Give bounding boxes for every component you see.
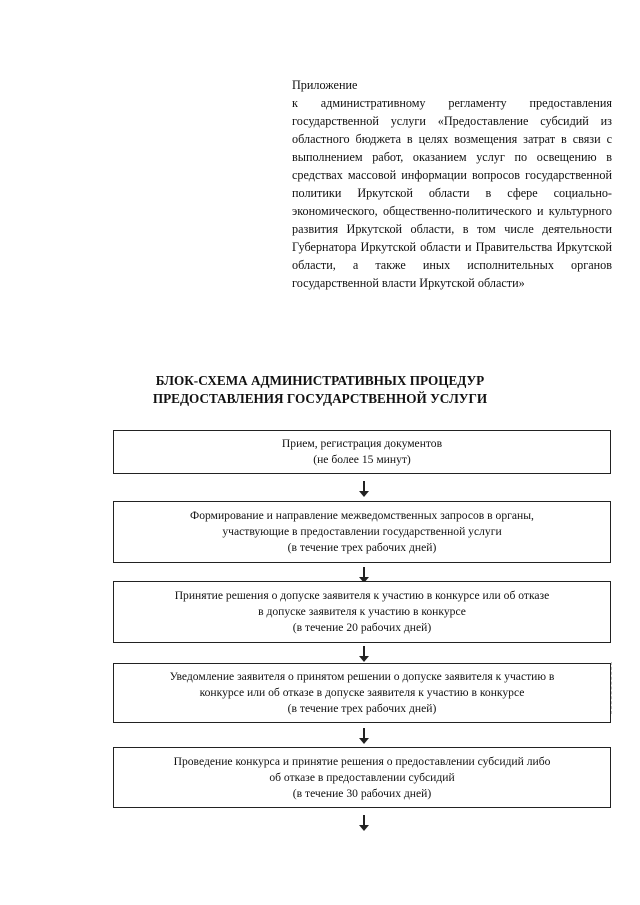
flow-arrow-5 [359, 815, 369, 831]
flowchart-step-1 [113, 430, 611, 474]
flowchart-step-4 [113, 663, 611, 723]
appendix-block [292, 76, 612, 292]
flow-arrow-4 [359, 728, 369, 744]
step-3-line-3: (в течение 20 рабочих дней) [292, 621, 432, 634]
step-2-line-2: участвующие в предоставлении государственной услуги [222, 525, 502, 538]
step-5-line-2: об отказе в предоставлении субсидий [269, 770, 455, 784]
step-2-line-3: (в течение трех рабочих дней) [287, 541, 437, 554]
flowchart-step-2 [113, 501, 611, 563]
step-1-line-2: (не более 15 минут) [313, 453, 411, 466]
flowchart-heading-line-2: ПРЕДОСТАВЛЕНИЯ ГОСУДАРСТВЕННОЙ УСЛУГИ [152, 391, 488, 406]
step-5-line-1: Проведение конкурса и принятие решения о предоставлении субсидий либо [173, 754, 551, 768]
flowchart-heading-line-1: БЛОК-СХЕМА АДМИНИСТРАТИВНЫХ ПРОЦЕДУР [155, 373, 485, 388]
flowchart-heading [60, 372, 580, 408]
step-4-line-1: Уведомление заявителя о принятом решении о допуске заявителя к участию в [169, 670, 555, 683]
scan-artifact-line [611, 662, 613, 714]
appendix-title: Приложение [292, 78, 358, 92]
flowchart-step-3 [113, 581, 611, 643]
flow-arrow-3 [359, 646, 369, 662]
step-4-line-3: (в течение трех рабочих дней) [287, 702, 437, 715]
step-3-line-1: Принятие решения о допуске заявителя к участию в конкурсе или об отказе [174, 589, 550, 602]
step-3-line-2: в допуске заявителя к участию в конкурсе [258, 605, 466, 618]
flow-arrow-1 [359, 481, 369, 497]
step-4-line-2: конкурсе или об отказе в допуске заявителя к участию в конкурсе [199, 686, 525, 699]
step-2-line-1: Формирование и направление межведомственных запросов в органы, [190, 509, 534, 522]
appendix-body: к административному регламенту предоставления государственной услуги «Предоставление субсидий из областного бюджета в целях возмещения затрат в связи с выполнением работ, оказанием услуг по освещению в средствах массовой информации вопросов государственной политики Иркутской области в сфере социально-экономического, общественно-политического и культурного развития Иркутской области, в том числе деятельности Губернатора Иркутской области и Правительства Иркутской области, а также иных исполнительных органов государственной власти Иркутской области» [292, 96, 612, 290]
step-1-line-1: Прием, регистрация документов [281, 437, 443, 450]
flowchart-step-5 [113, 747, 611, 808]
step-5-line-3: (в течение 30 рабочих дней) [292, 786, 432, 800]
